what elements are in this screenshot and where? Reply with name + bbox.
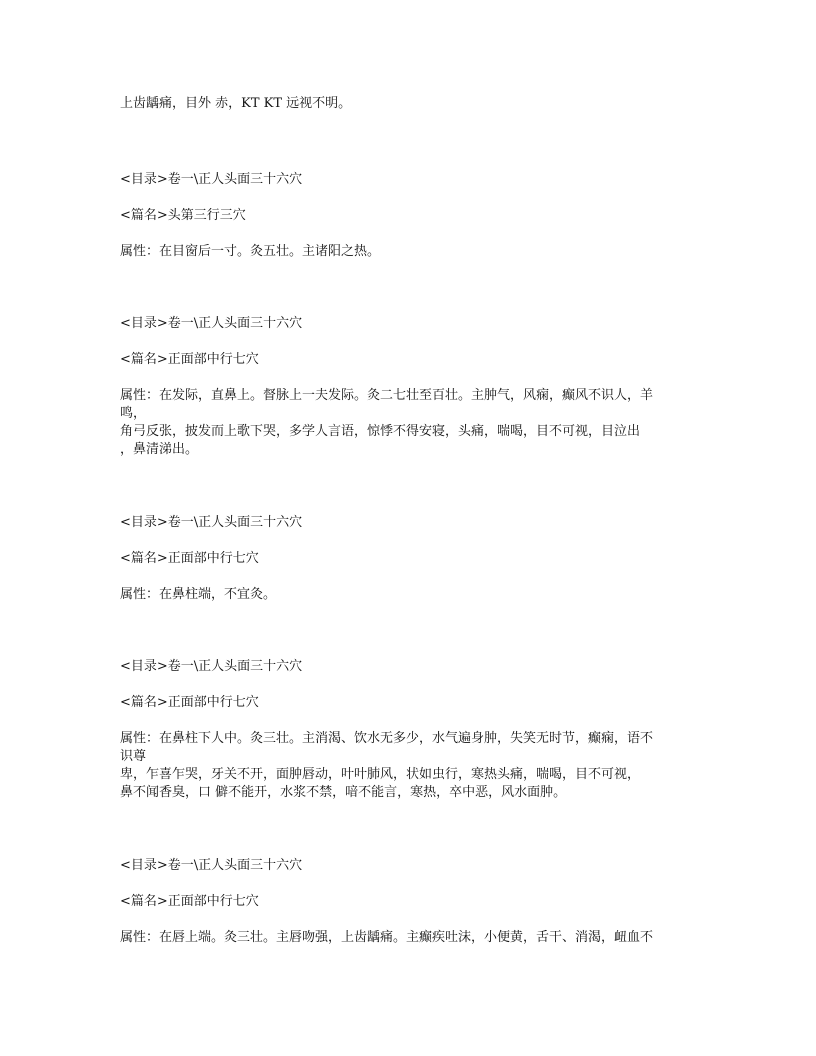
catalog-line: <目录>卷一\正人头面三十六穴 <box>120 172 303 187</box>
attribute-line: 属性：在唇上端。灸三壮。主唇吻强，上齿龋痛。主癫疾吐沫，小便黄，舌干、消渴，衄血不 <box>120 930 654 945</box>
attribute-line: 属性：在发际，直鼻上。督脉上一夫发际。灸二七壮至百壮。主肿气，风痫，癫风不识人，羊 <box>120 388 654 403</box>
chapter-line: <篇名>正面部中行七穴 <box>120 352 259 367</box>
entry-4 <box>120 857 696 947</box>
attribute-line: 卑，乍喜乍哭，牙关不开，面肿唇动，叶叶肺风，状如虫行，寒热头痛，喘喝，目不可视， <box>120 767 641 782</box>
chapter-line: <篇名>正面部中行七穴 <box>120 695 259 710</box>
entry-3 <box>120 658 696 802</box>
attribute-line: 识尊 <box>120 749 147 764</box>
chapter-line: <篇名>正面部中行七穴 <box>120 894 259 909</box>
catalog-line: <目录>卷一\正人头面三十六穴 <box>120 858 303 873</box>
attribute-line: 鸣， <box>120 406 147 421</box>
attribute-line: ，鼻清涕出。 <box>120 442 199 457</box>
attribute-line: 属性：在鼻柱下人中。灸三壮。主消渴、饮水无多少，水气遍身肿，失笑无时节，癫痫，语不 <box>120 731 654 746</box>
attribute-line: 属性：在目窗后一寸。灸五壮。主诸阳之热。 <box>120 244 381 259</box>
entry-0 <box>120 171 696 261</box>
attribute-line: 角弓反张，披发而上歌下哭，多学人言语，惊悸不得安寝，头痛，喘喝，目不可视，目泣出 <box>120 424 641 439</box>
attribute-line: 属性：在鼻柱端，不宜灸。 <box>120 587 277 602</box>
entry-1 <box>120 315 696 459</box>
chapter-line: <篇名>头第三行三穴 <box>120 208 246 223</box>
catalog-line: <目录>卷一\正人头面三十六穴 <box>120 515 303 530</box>
chapter-line: <篇名>正面部中行七穴 <box>120 551 259 566</box>
attribute-line: 鼻不闻香臭，口 僻不能开，水浆不禁，喑不能言，寒热，卒中恶，风水面肿。 <box>120 785 567 800</box>
catalog-line: <目录>卷一\正人头面三十六穴 <box>120 659 303 674</box>
lead-paragraph: 上齿龋痛，目外 赤，KT KT 远视不明。 <box>120 96 352 111</box>
entry-2 <box>120 514 696 604</box>
catalog-line: <目录>卷一\正人头面三十六穴 <box>120 316 303 331</box>
